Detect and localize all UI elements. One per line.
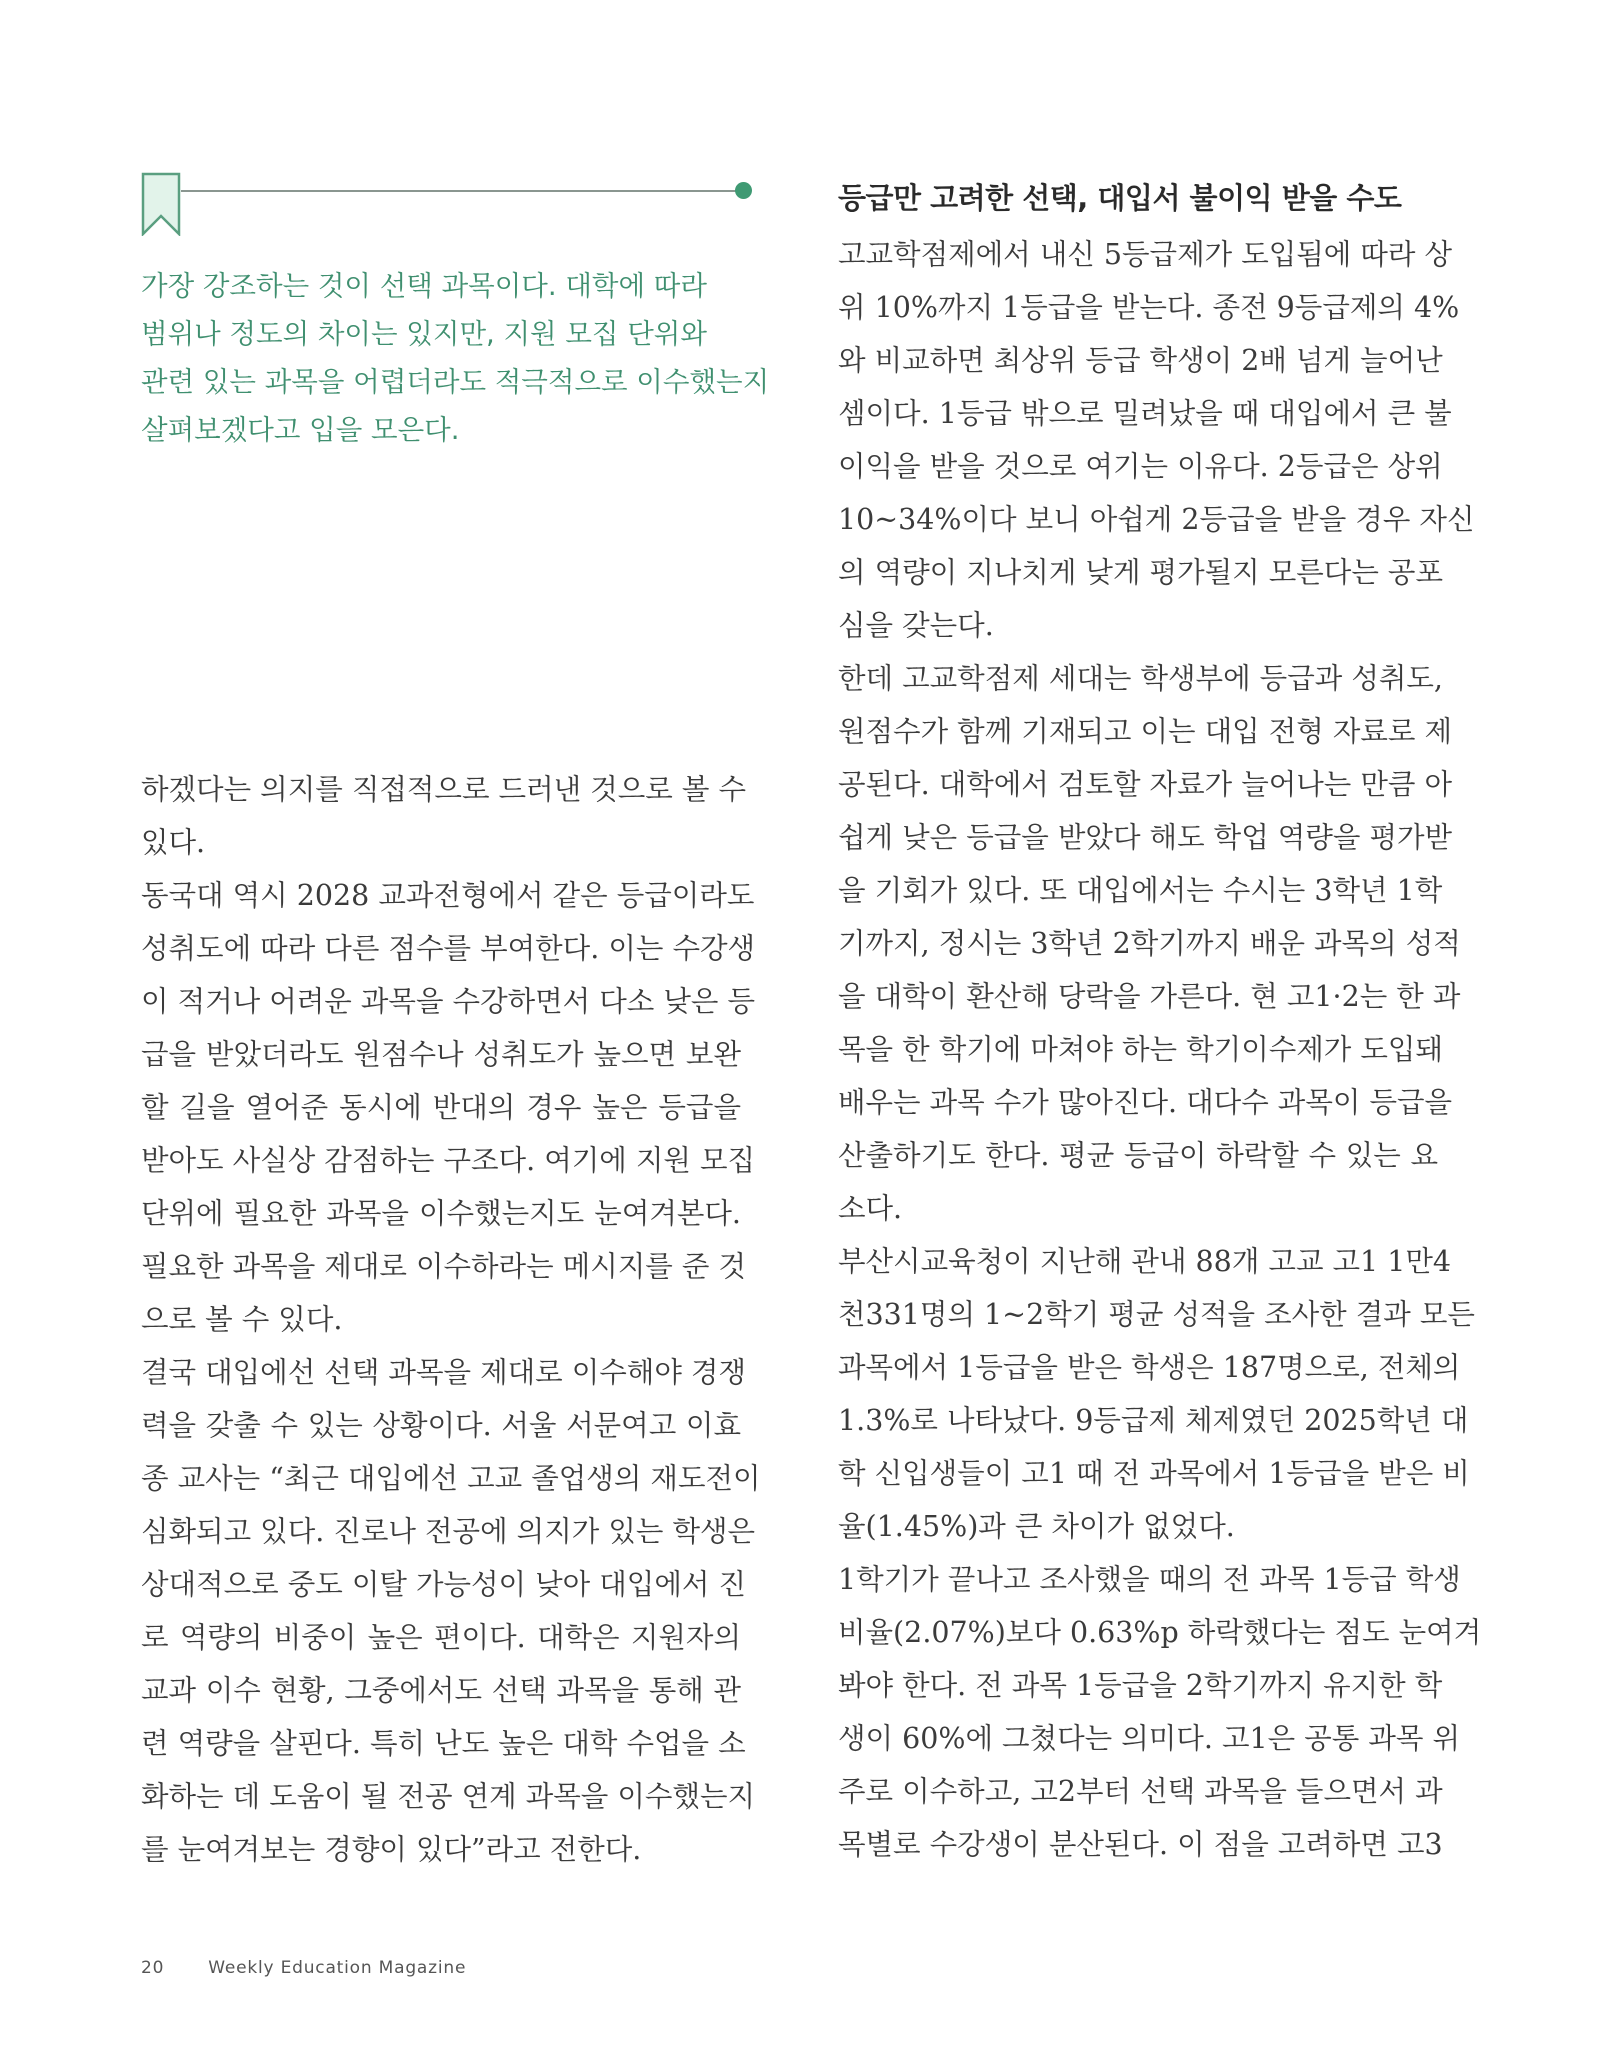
body-line: 단위에 필요한 과목을 이수했는지도 눈여겨본다. xyxy=(141,1197,741,1230)
body-line: 셈이다. 1등급 밖으로 밀려났을 때 대입에서 큰 불 xyxy=(838,397,1452,430)
body-line: 화하는 데 도움이 될 전공 연계 과목을 이수했는지 xyxy=(141,1780,756,1813)
pull-quote xyxy=(141,262,781,454)
body-line: 주로 이수하고, 고2부터 선택 과목을 들으면서 과 xyxy=(838,1775,1443,1808)
body-line: 쉽게 낮은 등급을 받았다 해도 학업 역량을 평가받 xyxy=(838,821,1453,854)
pull-quote-line: 가장 강조하는 것이 선택 과목이다. 대학에 따라 xyxy=(141,270,707,302)
body-line: 력을 갖출 수 있는 상황이다. 서울 서문여고 이효 xyxy=(141,1409,741,1442)
body-line: 로 역량의 비중이 높은 편이다. 대학은 지원자의 xyxy=(141,1621,741,1654)
body-line: 부산시교육청이 지난해 관내 88개 고교 고1 1만4 xyxy=(838,1245,1452,1278)
body-line: 의 역량이 지나치게 낮게 평가될지 모른다는 공포 xyxy=(838,556,1443,589)
body-line: 심을 갖는다. xyxy=(838,609,994,642)
body-line: 과목에서 1등급을 받은 학생은 187명으로, 전체의 xyxy=(838,1351,1461,1384)
body-line: 배우는 과목 수가 많아진다. 대다수 과목이 등급을 xyxy=(838,1086,1453,1119)
body-line: 하겠다는 의지를 직접적으로 드러낸 것으로 볼 수 xyxy=(141,773,746,806)
body-line: 학 신입생들이 고1 때 전 과목에서 1등급을 받은 비 xyxy=(838,1457,1470,1490)
body-line: 있다. xyxy=(141,826,206,859)
body-line: 와 비교하면 최상위 등급 학생이 2배 넘게 늘어난 xyxy=(838,344,1443,377)
body-line: 를 눈여겨보는 경향이 있다”라고 전한다. xyxy=(141,1833,642,1866)
body-line: 율(1.45%)과 큰 차이가 없었다. xyxy=(838,1510,1235,1543)
body-line: 을 대학이 환산해 당락을 가른다. 현 고1·2는 한 과 xyxy=(838,980,1461,1013)
pull-quote-line: 범위나 정도의 차이는 있지만, 지원 모집 단위와 xyxy=(141,318,707,350)
body-line: 1.3%로 나타났다. 9등급제 체제였던 2025학년 대 xyxy=(838,1404,1469,1437)
body-line: 위 10%까지 1등급을 받는다. 종전 9등급제의 4% xyxy=(838,291,1460,324)
page-number: 20 xyxy=(141,1958,165,1978)
bookmark-icon xyxy=(141,172,181,236)
right-column-body xyxy=(838,228,1482,1871)
body-line: 한데 고교학점제 세대는 학생부에 등급과 성취도, xyxy=(838,662,1443,695)
decorative-rule xyxy=(181,190,739,192)
left-column-body xyxy=(141,763,761,1876)
body-line: 받아도 사실상 감점하는 구조다. 여기에 지원 모집 xyxy=(141,1144,756,1177)
body-line: 이익을 받을 것으로 여기는 이유다. 2등급은 상위 xyxy=(838,450,1443,483)
body-line: 목별로 수강생이 분산된다. 이 점을 고려하면 고3 xyxy=(838,1828,1443,1861)
body-line: 10~34%이다 보니 아쉽게 2등급을 받을 경우 자신 xyxy=(838,503,1475,536)
body-line: 으로 볼 수 있다. xyxy=(141,1303,343,1336)
body-line: 천331명의 1~2학기 평균 성적을 조사한 결과 모든 xyxy=(838,1298,1475,1331)
body-line: 상대적으로 중도 이탈 가능성이 낮아 대입에서 진 xyxy=(141,1568,746,1601)
body-line: 공된다. 대학에서 검토할 자료가 늘어나는 만큼 아 xyxy=(838,768,1453,801)
body-line: 1학기가 끝나고 조사했을 때의 전 과목 1등급 학생 xyxy=(838,1563,1461,1596)
body-line: 생이 60%에 그쳤다는 의미다. 고1은 공통 과목 위 xyxy=(838,1722,1460,1755)
body-line: 봐야 한다. 전 과목 1등급을 2학기까지 유지한 학 xyxy=(838,1669,1443,1702)
body-line: 종 교사는 “최근 대입에선 고교 졸업생의 재도전이 xyxy=(141,1462,761,1495)
body-line: 할 길을 열어준 동시에 반대의 경우 높은 등급을 xyxy=(141,1091,741,1124)
body-line: 련 역량을 살핀다. 특히 난도 높은 대학 수업을 소 xyxy=(141,1727,746,1760)
body-line: 산출하기도 한다. 평균 등급이 하락할 수 있는 요 xyxy=(838,1139,1438,1172)
section-heading: 등급만 고려한 선택, 대입서 불이익 받을 수도 xyxy=(838,181,1402,215)
magazine-name: Weekly Education Magazine xyxy=(208,1958,467,1978)
body-line: 소다. xyxy=(838,1192,903,1225)
body-line: 원점수가 함께 기재되고 이는 대입 전형 자료로 제 xyxy=(838,715,1453,748)
body-line: 결국 대입에선 선택 과목을 제대로 이수해야 경쟁 xyxy=(141,1356,746,1389)
body-line: 성취도에 따라 다른 점수를 부여한다. 이는 수강생 xyxy=(141,932,756,965)
body-line: 비율(2.07%)보다 0.63%p 하락했다는 점도 눈여겨 xyxy=(838,1616,1482,1649)
body-line: 을 기회가 있다. 또 대입에서는 수시는 3학년 1학 xyxy=(838,874,1443,907)
body-line: 급을 받았더라도 원점수나 성취도가 높으면 보완 xyxy=(141,1038,741,1071)
rule-end-dot xyxy=(735,182,752,199)
body-line: 목을 한 학기에 마쳐야 하는 학기이수제가 도입돼 xyxy=(838,1033,1443,1066)
body-line: 고교학점제에서 내신 5등급제가 도입됨에 따라 상 xyxy=(838,238,1453,271)
pull-quote-line: 살펴보겠다고 입을 모은다. xyxy=(141,414,460,446)
body-line: 교과 이수 현황, 그중에서도 선택 과목을 통해 관 xyxy=(141,1674,741,1707)
pull-quote-line: 관련 있는 과목을 어렵더라도 적극적으로 이수했는지 xyxy=(141,366,770,398)
body-line: 필요한 과목을 제대로 이수하라는 메시지를 준 것 xyxy=(141,1250,746,1283)
body-line: 이 적거나 어려운 과목을 수강하면서 다소 낮은 등 xyxy=(141,985,756,1018)
page-footer xyxy=(141,1958,466,1978)
body-line: 심화되고 있다. 진로나 전공에 의지가 있는 학생은 xyxy=(141,1515,756,1548)
body-line: 기까지, 정시는 3학년 2학기까지 배운 과목의 성적 xyxy=(838,927,1461,960)
body-line: 동국대 역시 2028 교과전형에서 같은 등급이라도 xyxy=(141,879,755,912)
